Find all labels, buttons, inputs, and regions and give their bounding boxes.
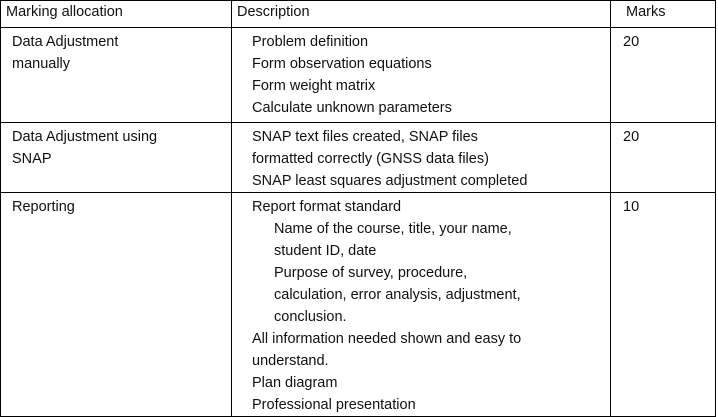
description-line: SNAP text files created, SNAP files	[252, 129, 478, 145]
description-line: Problem definition	[252, 34, 369, 50]
description-subline: calculation, error analysis, adjustment,	[274, 287, 521, 303]
description-subline: Name of the course, title, your name,	[274, 221, 512, 237]
table-header-row	[1, 1, 716, 28]
description-line: Form weight matrix	[252, 78, 376, 94]
description-line: understand.	[252, 353, 329, 369]
header-marking-allocation: Marking allocation	[1, 1, 232, 28]
criterion-line: Data Adjustment using	[12, 129, 158, 145]
header-marks: Marks	[611, 1, 716, 28]
criterion-line: manually	[12, 56, 71, 72]
description-line: Form observation equations	[252, 56, 432, 72]
description-subline: conclusion.	[274, 309, 347, 325]
marks-cell: 20	[611, 123, 716, 193]
description-line: Calculate unknown parameters	[252, 100, 452, 116]
description-subline: student ID, date	[274, 243, 377, 259]
description-line: Professional presentation	[252, 397, 416, 413]
table-row	[1, 123, 716, 193]
description-line: formatted correctly (GNSS data files)	[252, 151, 489, 167]
criterion-line: SNAP	[12, 151, 52, 167]
marks-cell: 20	[611, 28, 716, 123]
criterion-cell	[1, 123, 232, 193]
marks-cell: 10	[611, 193, 716, 417]
header-description: Description	[232, 1, 611, 28]
table-row	[1, 28, 716, 123]
criterion-line: Reporting	[12, 199, 75, 215]
description-cell	[232, 193, 611, 417]
description-line: All information needed shown and easy to	[252, 331, 522, 347]
description-subline: Purpose of survey, procedure,	[274, 265, 468, 281]
description-cell	[232, 123, 611, 193]
table-row	[1, 193, 716, 417]
criterion-cell	[1, 28, 232, 123]
criterion-cell	[1, 193, 232, 417]
criterion-line: Data Adjustment	[12, 34, 119, 50]
description-line: Report format standard	[252, 199, 402, 215]
description-line: SNAP least squares adjustment completed	[252, 173, 528, 189]
description-cell	[232, 28, 611, 123]
description-line: Plan diagram	[252, 375, 338, 391]
